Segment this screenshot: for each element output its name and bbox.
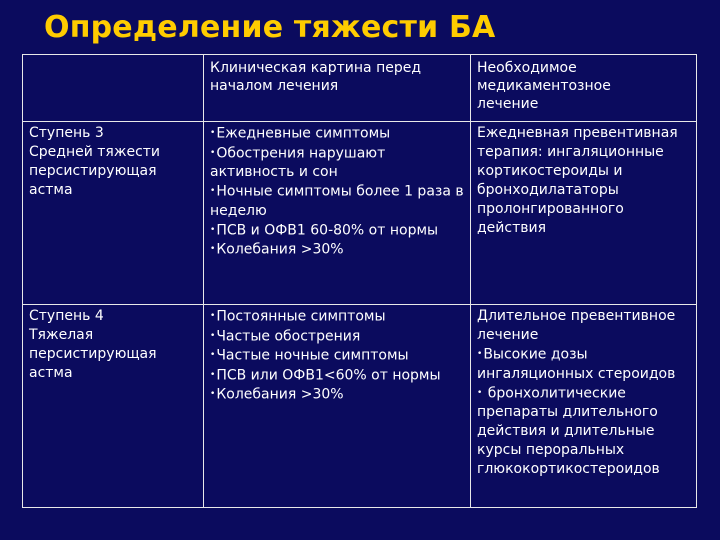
stage-3-line-4: астма <box>29 182 73 198</box>
stage-3-symptom-5 <box>210 240 464 260</box>
stage-3-symptom-2-text: Обострения нарушают активность и сон <box>210 145 386 180</box>
stage-4-symptom-1 <box>210 307 464 327</box>
header-clinical-line-2: началом лечения <box>210 78 339 94</box>
stage-3-symptom-2 <box>210 144 464 183</box>
stage-3-symptom-1-text: Ежедневные симптомы <box>216 125 391 142</box>
severity-table <box>22 54 697 508</box>
stage-3-cell <box>23 122 204 305</box>
header-cell-treatment <box>471 55 697 122</box>
stage-4-symptom-3-text: Частые ночные симптомы <box>216 347 409 364</box>
bullet-icon: • <box>210 147 216 158</box>
bullet-icon: • <box>210 389 216 399</box>
stage-3-symptoms-cell <box>204 122 471 305</box>
bullet-icon: • <box>210 224 216 235</box>
stage-4-treatment-item-1-text: Высокие дозы ингаляционных стероидов <box>477 346 676 382</box>
stage-3-line-2: Средней тяжести <box>29 144 161 160</box>
stage-4-treatment-item-2-text: бронхолитические препараты длительного действия и длительные курсы пероральных глюкокортикостероидов <box>477 385 660 477</box>
stage-4-line-2: Тяжелая <box>29 327 94 343</box>
stage-4-line-1: Ступень 4 <box>29 308 104 324</box>
header-treatment-line-3: лечение <box>477 96 539 112</box>
stage-4-symptom-2 <box>210 327 464 347</box>
stage-4-treatment-cell <box>471 305 697 508</box>
stage-3-line-1: Ступень 3 <box>29 125 104 141</box>
table-header-row <box>23 55 697 122</box>
header-clinical-line-1: Клиническая картина перед <box>210 60 422 76</box>
stage-3-symptom-4 <box>210 221 464 241</box>
header-treatment-line-2: медикаментозное <box>477 78 611 94</box>
stage-4-treatment-intro: Длительное превентивное лечение <box>477 308 676 343</box>
stage-4-symptom-5 <box>210 385 464 405</box>
stage-3-symptom-3-text: Ночные симптомы более 1 раза в неделю <box>210 183 464 219</box>
header-treatment-line-1: Необходимое <box>477 60 577 76</box>
stage-3-symptom-1 <box>210 124 464 144</box>
stage-3-treatment-cell <box>471 122 697 305</box>
stage-4-symptoms-cell <box>204 305 471 508</box>
stage-3-symptom-4-text: ПСВ и ОФВ1 60-80% от нормы <box>216 222 439 238</box>
bullet-icon: • <box>210 330 216 341</box>
stage-4-symptom-4-text: ПСВ или ОФВ1<60% от нормы <box>216 367 441 383</box>
stage-3-treatment-text: Ежедневная превентивная терапия: ингаляционные кортикостероиды и бронходилататоры пролонгированного действия <box>477 125 678 236</box>
stage-4-symptom-1-text: Постоянные симптомы <box>216 308 386 325</box>
stage-4-line-3: персистирующая <box>29 346 157 362</box>
header-cell-stage <box>23 55 204 122</box>
stage-3-symptom-5-text: Колебания >30% <box>216 241 344 258</box>
bullet-icon: • <box>210 369 216 380</box>
bullet-icon: • <box>210 244 216 254</box>
stage-3-line-3: персистирующая <box>29 163 157 179</box>
bullet-icon: • <box>210 350 216 360</box>
stage-3-symptom-3 <box>210 182 464 221</box>
stage-4-symptom-2-text: Частые обострения <box>216 328 361 344</box>
header-cell-clinical-picture <box>204 55 471 122</box>
stage-4-cell <box>23 305 204 508</box>
stage-4-treatment-item-1 <box>477 345 690 384</box>
table-row-stage-3 <box>23 122 697 305</box>
bullet-icon: • <box>210 128 216 138</box>
bullet-icon: • <box>477 387 483 398</box>
stage-4-treatment-item-2 <box>477 384 690 480</box>
stage-4-symptom-4 <box>210 366 464 386</box>
bullet-icon: • <box>210 311 216 321</box>
stage-4-symptom-3 <box>210 346 464 366</box>
bullet-icon: • <box>477 349 483 359</box>
stage-4-line-4: астма <box>29 365 73 381</box>
stage-4-symptom-5-text: Колебания >30% <box>216 386 344 403</box>
page-title: Определение тяжести БА <box>44 10 496 45</box>
bullet-icon: • <box>210 186 216 196</box>
table-row-stage-4 <box>23 305 697 508</box>
